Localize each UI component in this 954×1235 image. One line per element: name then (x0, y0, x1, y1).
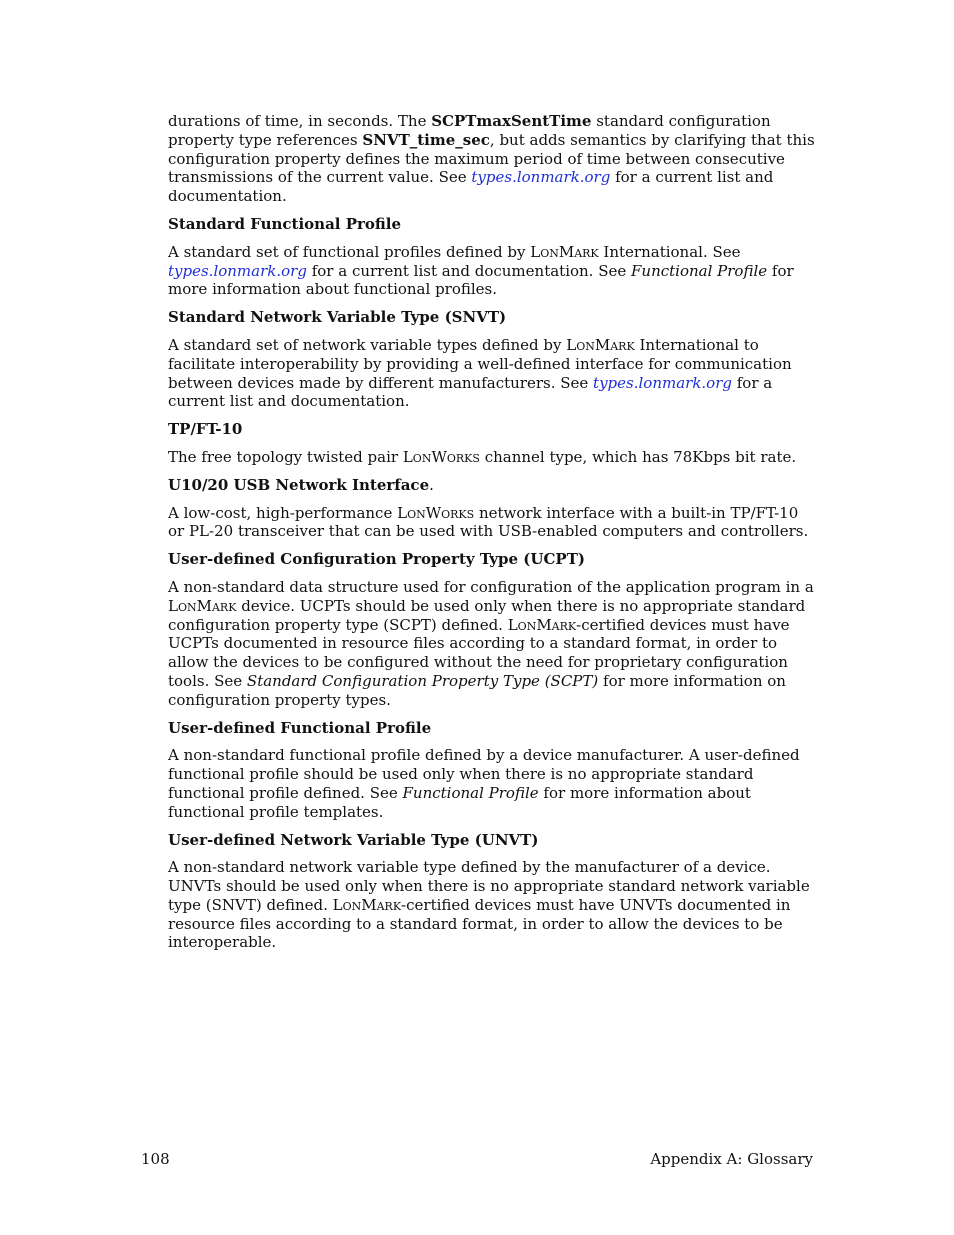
text: device. UCPTs should be used only when there is no appropriate standard configuration property type (SCPT) defined. (168, 596, 806, 634)
term-snvt-time-sec: SNVT_time_sec (362, 130, 490, 149)
glossary-definition-snvt (168, 336, 818, 411)
text: for a current list and documentation. See (306, 261, 632, 280)
term-text: U10/20 USB Network Interface (168, 475, 430, 494)
text: A standard set of functional profiles defined by (168, 242, 531, 261)
glossary-term-unvt: User-defined Network Variable Type (UNVT) (168, 830, 539, 849)
text: A standard set of network variable types defined by (168, 335, 567, 354)
text: for a current list and documentation. (168, 373, 773, 411)
text: -certified devices must have UCPTs documented in resource files according to a standard format, in order to allow the devices to be configured without the need for proprietary configuration tools. See (168, 615, 790, 690)
text: channel type, which has 78Kbps bit rate. (479, 447, 797, 466)
text: International. See (598, 242, 741, 261)
glossary-term-standard-functional-profile: Standard Functional Profile (168, 214, 402, 233)
glossary-definition-standard-functional-profile (168, 243, 818, 299)
types-lonmark-link[interactable]: types.lonmark.org (593, 373, 732, 392)
text: A non-standard network variable type defined by the manufacturer of a device. UNVTs should be used only when there is no appropriate standard network variable type (SNVT) defined. (168, 858, 810, 914)
term-scptmaxsenttime: SCPTmaxSentTime (431, 112, 592, 130)
types-lonmark-link[interactable]: types.lonmark.org (471, 168, 611, 187)
glossary-term-u10-20 (168, 476, 818, 495)
text: International to facilitate interoperability by providing a well-defined interface for communication between devices made by different manufacturers. See (168, 335, 792, 392)
page-number: 108 (141, 1150, 170, 1168)
cross-reference: Standard Configuration Property Type (SCPT) (246, 671, 599, 690)
brand-lonworks: LonWorks (402, 447, 480, 466)
text: -certified devices must have UNVTs documented in resource files according to a standard format, in order to allow the devices to be interoperable. (168, 895, 791, 952)
text: A low-cost, high-performance (168, 503, 398, 522)
text: for more information about functional profile templates. (168, 783, 751, 821)
text: for a current list and documentation. (168, 168, 774, 206)
brand-lonworks: LonWorks (397, 503, 475, 522)
glossary-term-snvt: Standard Network Variable Type (SNVT) (168, 308, 507, 327)
text: standard configuration property type references (168, 112, 771, 149)
glossary-content (168, 112, 818, 952)
text: The free topology twisted pair (168, 447, 403, 466)
glossary-definition-u10-20 (168, 504, 818, 542)
brand-lonmark: LonMark (168, 596, 237, 615)
text: A non-standard functional profile defined by a device manufacturer. A user-defined functional profile should be used only when there is no appropriate standard functional profile defined. See (168, 746, 800, 802)
glossary-term-user-defined-functional-profile: User-defined Functional Profile (168, 718, 432, 737)
glossary-term-tp-ft-10: TP/FT-10 (168, 420, 243, 439)
brand-lonmark: LonMark (332, 895, 402, 914)
glossary-definition-user-defined-functional-profile (168, 746, 818, 821)
text: for more information about functional profiles. (168, 261, 794, 299)
cross-reference: Functional Profile (402, 783, 539, 802)
text: A non-standard data structure used for configuration of the application program in a (168, 577, 814, 596)
brand-lonmark: LonMark (530, 242, 599, 261)
text: network interface with a built-in TP/FT-10 or PL-20 transceiver that can be used with USB-enabled computers and controllers. (168, 503, 809, 541)
types-lonmark-link[interactable]: types.lonmark.org (168, 261, 307, 280)
brand-lonmark: LonMark (566, 335, 635, 354)
text: durations of time, in seconds. The (168, 112, 432, 130)
text: for more information on configuration property types. (168, 671, 786, 709)
intro-paragraph (168, 112, 818, 206)
text: , but adds semantics by clarifying that this configuration property defines the maximum period of time between consecutive transmissions of the current value. See (168, 130, 815, 187)
glossary-definition-tp-ft-10 (168, 448, 818, 467)
glossary-definition-ucpt (168, 578, 818, 710)
glossary-term-ucpt: User-defined Configuration Property Type (UCPT) (168, 550, 585, 569)
cross-reference: Functional Profile (631, 261, 768, 280)
glossary-definition-unvt (168, 858, 818, 952)
footer-section-title: Appendix A: Glossary (650, 1150, 813, 1168)
brand-lonmark: LonMark (507, 615, 577, 634)
term-suffix: . (429, 475, 434, 494)
